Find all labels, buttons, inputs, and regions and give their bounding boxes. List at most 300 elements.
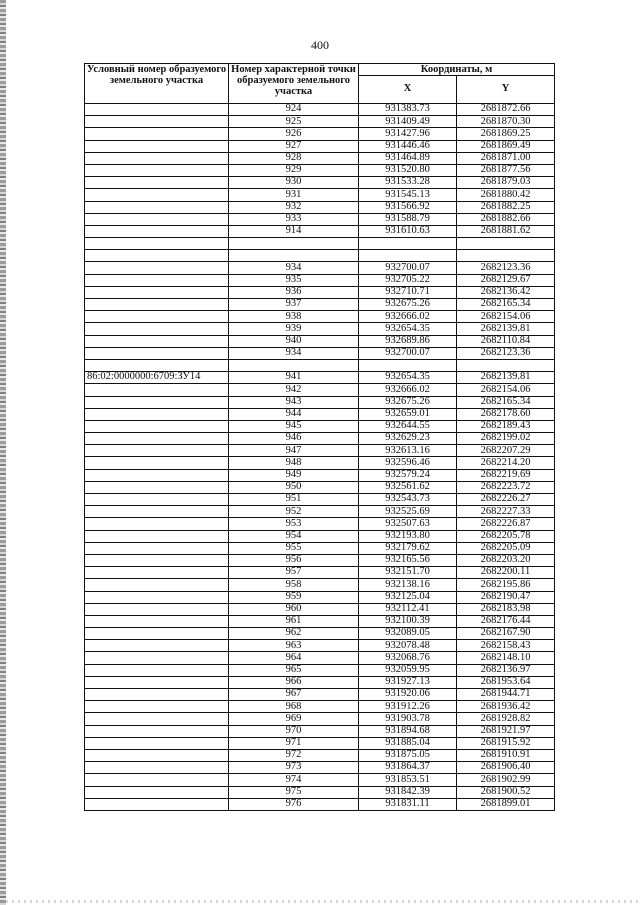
cell-parcel	[85, 104, 229, 116]
cell-y: 2682226.27	[457, 494, 555, 506]
table-row	[85, 737, 555, 749]
table-row	[85, 408, 555, 420]
cell-parcel	[85, 786, 229, 798]
cell-parcel	[85, 457, 229, 469]
cell-y: 2681953.64	[457, 676, 555, 688]
cell-point: 966	[229, 676, 359, 688]
cell-y	[457, 238, 555, 250]
cell-point: 940	[229, 335, 359, 347]
cell-point: 926	[229, 128, 359, 140]
cell-point: 937	[229, 299, 359, 311]
cell-x: 931520.80	[359, 164, 457, 176]
table-row	[85, 262, 555, 274]
table-row	[85, 518, 555, 530]
cell-point	[229, 359, 359, 371]
cell-y: 2681877.56	[457, 164, 555, 176]
cell-x: 931566.92	[359, 201, 457, 213]
cell-parcel	[85, 518, 229, 530]
cell-y: 2682223.72	[457, 481, 555, 493]
table-row	[85, 713, 555, 725]
cell-point: 945	[229, 420, 359, 432]
cell-x: 932689.86	[359, 335, 457, 347]
cell-y: 2682205.78	[457, 530, 555, 542]
cell-parcel	[85, 749, 229, 761]
table-row	[85, 725, 555, 737]
cell-x: 932666.02	[359, 311, 457, 323]
cell-x: 932705.22	[359, 274, 457, 286]
cell-y: 2681902.99	[457, 774, 555, 786]
cell-y: 2681871.00	[457, 152, 555, 164]
cell-point: 938	[229, 311, 359, 323]
table-row	[85, 372, 555, 384]
cell-y: 2682139.81	[457, 372, 555, 384]
cell-parcel	[85, 713, 229, 725]
table-header	[85, 64, 555, 104]
table-row	[85, 250, 555, 262]
table-row	[85, 213, 555, 225]
cell-point: 933	[229, 213, 359, 225]
cell-y: 2682178.60	[457, 408, 555, 420]
table-row	[85, 530, 555, 542]
header-coordinates: Координаты, м	[359, 64, 555, 76]
cell-y: 2682165.34	[457, 396, 555, 408]
cell-point: 960	[229, 603, 359, 615]
cell-parcel	[85, 689, 229, 701]
cell-point: 974	[229, 774, 359, 786]
cell-y: 2682190.47	[457, 591, 555, 603]
cell-y: 2681910.91	[457, 749, 555, 761]
cell-point: 943	[229, 396, 359, 408]
cell-parcel	[85, 481, 229, 493]
cell-x: 931903.78	[359, 713, 457, 725]
cell-point: 934	[229, 262, 359, 274]
cell-x: 931894.68	[359, 725, 457, 737]
cell-point: 936	[229, 286, 359, 298]
cell-parcel	[85, 628, 229, 640]
page-number: 400	[311, 38, 329, 52]
cell-y: 2682110.84	[457, 335, 555, 347]
cell-parcel	[85, 311, 229, 323]
cell-parcel	[85, 567, 229, 579]
cell-x: 931533.28	[359, 177, 457, 189]
cell-point: 946	[229, 433, 359, 445]
cell-parcel	[85, 213, 229, 225]
cell-point: 965	[229, 664, 359, 676]
cell-parcel	[85, 664, 229, 676]
table-row	[85, 152, 555, 164]
cell-point: 969	[229, 713, 359, 725]
cell-x: 931409.49	[359, 116, 457, 128]
cell-point: 928	[229, 152, 359, 164]
cell-x: 931920.06	[359, 689, 457, 701]
cell-parcel	[85, 445, 229, 457]
cell-point: 973	[229, 762, 359, 774]
table-row	[85, 542, 555, 554]
cell-x: 932059.95	[359, 664, 457, 676]
cell-point: 931	[229, 189, 359, 201]
cell-y: 2681869.25	[457, 128, 555, 140]
cell-y: 2681881.62	[457, 225, 555, 237]
cell-parcel	[85, 225, 229, 237]
cell-y: 2682123.36	[457, 262, 555, 274]
table-row	[85, 457, 555, 469]
cell-point: 950	[229, 481, 359, 493]
cell-y: 2682219.69	[457, 469, 555, 481]
cell-point: 932	[229, 201, 359, 213]
cell-point: 972	[229, 749, 359, 761]
cell-point	[229, 238, 359, 250]
cell-parcel	[85, 433, 229, 445]
table-row	[85, 433, 555, 445]
cell-parcel	[85, 798, 229, 810]
cell-parcel	[85, 189, 229, 201]
cell-x: 931383.73	[359, 104, 457, 116]
cell-x: 932151.70	[359, 567, 457, 579]
table-row	[85, 567, 555, 579]
cell-point: 934	[229, 347, 359, 359]
header-y: Y	[457, 76, 555, 104]
table-row	[85, 701, 555, 713]
table-row	[85, 274, 555, 286]
table-row	[85, 225, 555, 237]
table-row	[85, 506, 555, 518]
table-row	[85, 762, 555, 774]
table-row	[85, 445, 555, 457]
table-row	[85, 164, 555, 176]
cell-x: 932596.46	[359, 457, 457, 469]
cell-y: 2681872.66	[457, 104, 555, 116]
cell-x: 931885.04	[359, 737, 457, 749]
cell-point: 947	[229, 445, 359, 457]
cell-parcel	[85, 554, 229, 566]
cell-x: 932561.62	[359, 481, 457, 493]
cell-parcel	[85, 542, 229, 554]
cell-parcel	[85, 652, 229, 664]
cell-point: 964	[229, 652, 359, 664]
cell-point: 935	[229, 274, 359, 286]
table-row	[85, 104, 555, 116]
table-row	[85, 798, 555, 810]
cell-y: 2682205.09	[457, 542, 555, 554]
table-row	[85, 676, 555, 688]
table-row	[85, 323, 555, 335]
cell-parcel	[85, 201, 229, 213]
cell-x: 932179.62	[359, 542, 457, 554]
cell-x: 932525.69	[359, 506, 457, 518]
cell-parcel	[85, 676, 229, 688]
cell-point: 959	[229, 591, 359, 603]
cell-parcel	[85, 116, 229, 128]
table-row	[85, 652, 555, 664]
cell-point: 941	[229, 372, 359, 384]
cell-y: 2681944.71	[457, 689, 555, 701]
cell-parcel	[85, 262, 229, 274]
table-row	[85, 128, 555, 140]
cell-x: 932193.80	[359, 530, 457, 542]
cell-x: 932710.71	[359, 286, 457, 298]
cell-x: 931427.96	[359, 128, 457, 140]
cell-parcel	[85, 737, 229, 749]
cell-parcel	[85, 250, 229, 262]
header-point-number: Номер характерной точки образуемого земельного участка	[229, 64, 359, 104]
table-row	[85, 384, 555, 396]
cell-y: 2682214.20	[457, 457, 555, 469]
cell-parcel	[85, 396, 229, 408]
cell-parcel	[85, 640, 229, 652]
cell-point: 970	[229, 725, 359, 737]
cell-x: 932068.76	[359, 652, 457, 664]
cell-x	[359, 238, 457, 250]
cell-x: 932654.35	[359, 323, 457, 335]
table-row	[85, 469, 555, 481]
cell-parcel	[85, 420, 229, 432]
cell-point: 924	[229, 104, 359, 116]
cell-point: 929	[229, 164, 359, 176]
cell-point: 956	[229, 554, 359, 566]
table-row	[85, 311, 555, 323]
cell-point: 955	[229, 542, 359, 554]
cell-parcel	[85, 128, 229, 140]
cell-x: 931842.39	[359, 786, 457, 798]
table-row	[85, 628, 555, 640]
cell-parcel	[85, 762, 229, 774]
cell-y: 2681928.82	[457, 713, 555, 725]
cell-y: 2682227.33	[457, 506, 555, 518]
table-row	[85, 201, 555, 213]
cell-y: 2682129.67	[457, 274, 555, 286]
cell-y: 2681870.30	[457, 116, 555, 128]
cell-parcel	[85, 286, 229, 298]
cell-parcel	[85, 140, 229, 152]
table-row	[85, 420, 555, 432]
cell-parcel	[85, 384, 229, 396]
table-row	[85, 286, 555, 298]
cell-x: 932165.56	[359, 554, 457, 566]
cell-x: 932675.26	[359, 396, 457, 408]
cell-point: 949	[229, 469, 359, 481]
cell-point: 962	[229, 628, 359, 640]
cell-point: 967	[229, 689, 359, 701]
cell-y	[457, 359, 555, 371]
cell-x: 932675.26	[359, 299, 457, 311]
table-row	[85, 664, 555, 676]
cell-y: 2681900.52	[457, 786, 555, 798]
table-row	[85, 615, 555, 627]
cell-y: 2682154.06	[457, 311, 555, 323]
cell-y: 2682136.97	[457, 664, 555, 676]
cell-point: 958	[229, 579, 359, 591]
table-row	[85, 494, 555, 506]
cell-point: 942	[229, 384, 359, 396]
cell-x: 931912.26	[359, 701, 457, 713]
table-row	[85, 481, 555, 493]
cell-y: 2682158.43	[457, 640, 555, 652]
table-row	[85, 238, 555, 250]
cell-point: 954	[229, 530, 359, 542]
cell-parcel	[85, 408, 229, 420]
cell-parcel	[85, 238, 229, 250]
cell-parcel	[85, 177, 229, 189]
cell-x: 932659.01	[359, 408, 457, 420]
cell-point: 971	[229, 737, 359, 749]
cell-point: 951	[229, 494, 359, 506]
cell-point: 927	[229, 140, 359, 152]
cell-point: 975	[229, 786, 359, 798]
cell-y: 2682148.10	[457, 652, 555, 664]
cell-parcel	[85, 323, 229, 335]
header-parcel-number: Условный номер образуемого земельного участка	[85, 64, 229, 104]
table-row	[85, 116, 555, 128]
cell-parcel	[85, 725, 229, 737]
cell-parcel: 86:02:0000000:6709:ЗУ14	[85, 372, 229, 384]
cell-y: 2682176.44	[457, 615, 555, 627]
table-row	[85, 554, 555, 566]
cell-x: 932654.35	[359, 372, 457, 384]
scan-bottom-edge	[0, 900, 640, 903]
cell-parcel	[85, 359, 229, 371]
cell-parcel	[85, 701, 229, 713]
cell-parcel	[85, 603, 229, 615]
cell-x: 932078.48	[359, 640, 457, 652]
cell-y: 2682165.34	[457, 299, 555, 311]
cell-y: 2682136.42	[457, 286, 555, 298]
cell-y: 2681906.40	[457, 762, 555, 774]
cell-x: 931927.13	[359, 676, 457, 688]
cell-x: 932644.55	[359, 420, 457, 432]
cell-x: 931853.51	[359, 774, 457, 786]
coordinates-table	[84, 63, 555, 811]
cell-point: 968	[229, 701, 359, 713]
cell-x	[359, 250, 457, 262]
cell-y: 2682195.86	[457, 579, 555, 591]
cell-x: 932089.05	[359, 628, 457, 640]
cell-parcel	[85, 274, 229, 286]
cell-x: 932112.41	[359, 603, 457, 615]
cell-x: 931446.46	[359, 140, 457, 152]
table-row	[85, 140, 555, 152]
cell-x: 932138.16	[359, 579, 457, 591]
cell-point	[229, 250, 359, 262]
cell-x: 931831.11	[359, 798, 457, 810]
cell-y: 2681899.01	[457, 798, 555, 810]
table-row	[85, 603, 555, 615]
cell-x: 932629.23	[359, 433, 457, 445]
cell-y: 2682167.90	[457, 628, 555, 640]
cell-x: 932700.07	[359, 347, 457, 359]
cell-y	[457, 250, 555, 262]
cell-parcel	[85, 774, 229, 786]
table-row	[85, 689, 555, 701]
cell-parcel	[85, 335, 229, 347]
table-row	[85, 774, 555, 786]
cell-y: 2682207.29	[457, 445, 555, 457]
cell-x: 931545.13	[359, 189, 457, 201]
table-body	[85, 104, 555, 811]
table-row	[85, 335, 555, 347]
cell-x: 931864.37	[359, 762, 457, 774]
table-row	[85, 579, 555, 591]
cell-x: 932700.07	[359, 262, 457, 274]
cell-y: 2681879.03	[457, 177, 555, 189]
cell-point: 952	[229, 506, 359, 518]
cell-point: 963	[229, 640, 359, 652]
cell-parcel	[85, 591, 229, 603]
cell-point: 961	[229, 615, 359, 627]
cell-point: 948	[229, 457, 359, 469]
cell-y: 2682199.02	[457, 433, 555, 445]
cell-parcel	[85, 494, 229, 506]
table-row	[85, 299, 555, 311]
table-row	[85, 591, 555, 603]
cell-y: 2682139.81	[457, 323, 555, 335]
cell-x	[359, 359, 457, 371]
cell-parcel	[85, 506, 229, 518]
table-row	[85, 749, 555, 761]
cell-x: 932100.39	[359, 615, 457, 627]
cell-y: 2682226.87	[457, 518, 555, 530]
table-row	[85, 786, 555, 798]
header-x: X	[359, 76, 457, 104]
cell-x: 932613.16	[359, 445, 457, 457]
cell-y: 2682123.36	[457, 347, 555, 359]
cell-point: 944	[229, 408, 359, 420]
cell-y: 2681880.42	[457, 189, 555, 201]
cell-x: 931610.63	[359, 225, 457, 237]
cell-x: 932543.73	[359, 494, 457, 506]
cell-parcel	[85, 579, 229, 591]
cell-x: 932507.63	[359, 518, 457, 530]
cell-parcel	[85, 530, 229, 542]
cell-x: 931875.05	[359, 749, 457, 761]
cell-point: 976	[229, 798, 359, 810]
cell-x: 932579.24	[359, 469, 457, 481]
cell-y: 2681921.97	[457, 725, 555, 737]
cell-y: 2682200.11	[457, 567, 555, 579]
cell-y: 2681915.92	[457, 737, 555, 749]
cell-y: 2681882.25	[457, 201, 555, 213]
cell-point: 925	[229, 116, 359, 128]
cell-x: 932666.02	[359, 384, 457, 396]
table-row	[85, 177, 555, 189]
scan-binding-edge	[0, 0, 6, 905]
cell-x: 932125.04	[359, 591, 457, 603]
cell-parcel	[85, 615, 229, 627]
cell-parcel	[85, 347, 229, 359]
table-row	[85, 396, 555, 408]
table-row	[85, 640, 555, 652]
cell-parcel	[85, 152, 229, 164]
cell-y: 2682183.98	[457, 603, 555, 615]
cell-parcel	[85, 164, 229, 176]
table-row	[85, 347, 555, 359]
cell-x: 931464.89	[359, 152, 457, 164]
cell-point: 914	[229, 225, 359, 237]
cell-point: 953	[229, 518, 359, 530]
table-row	[85, 189, 555, 201]
cell-parcel	[85, 299, 229, 311]
cell-y: 2681936.42	[457, 701, 555, 713]
cell-y: 2682203.20	[457, 554, 555, 566]
table-row	[85, 359, 555, 371]
cell-parcel	[85, 469, 229, 481]
cell-point: 957	[229, 567, 359, 579]
cell-y: 2681869.49	[457, 140, 555, 152]
cell-point: 930	[229, 177, 359, 189]
cell-y: 2682189.43	[457, 420, 555, 432]
cell-y: 2681882.66	[457, 213, 555, 225]
cell-y: 2682154.06	[457, 384, 555, 396]
cell-point: 939	[229, 323, 359, 335]
